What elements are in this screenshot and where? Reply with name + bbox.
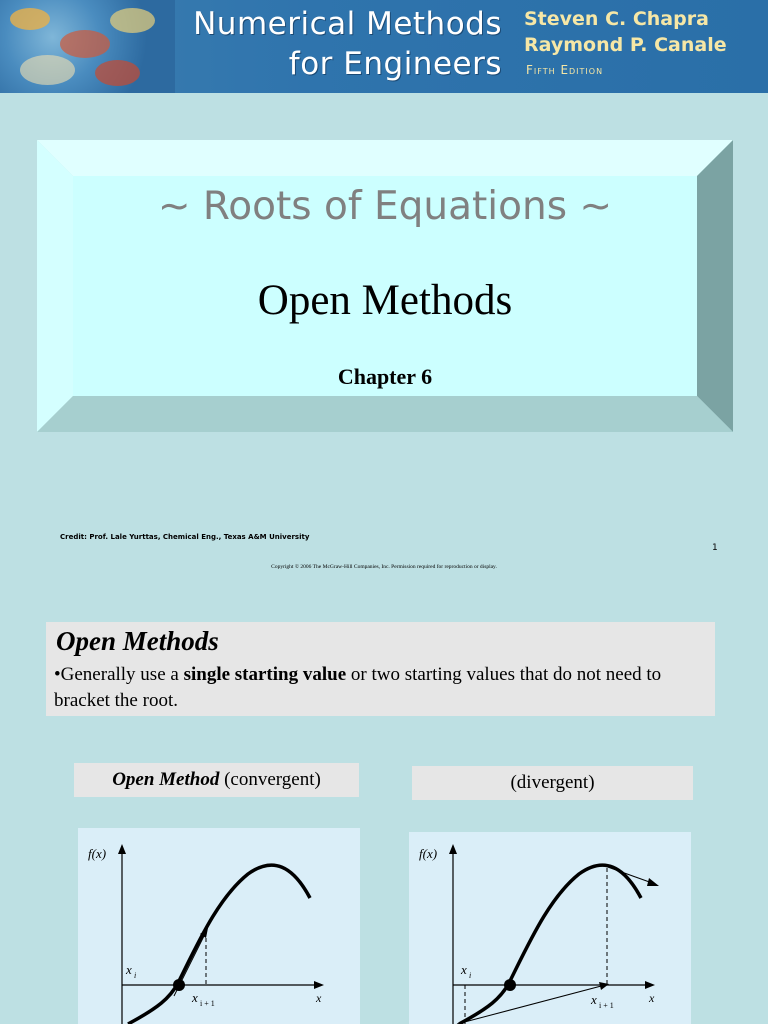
convergent-label <box>74 763 359 797</box>
page-number: 1 <box>712 543 718 553</box>
author-1: Steven C. Chapra <box>524 8 709 30</box>
author-2: Raymond P. Canale <box>524 34 727 56</box>
book-banner <box>0 0 768 93</box>
xi-sub-2: i <box>469 971 472 980</box>
slide-subtitle: ~ Roots of Equations ~ <box>157 184 613 229</box>
bullet-prefix: •Generally use a <box>54 664 184 685</box>
open-methods-panel <box>46 622 715 716</box>
bullet-suffix: or two starting values that do not need to bracket the root. <box>54 664 662 711</box>
bullet-bold: single starting value <box>183 664 347 685</box>
book-authors <box>524 6 727 58</box>
fx-label-1: f(x) <box>88 846 107 861</box>
slide-title: Open Methods <box>257 277 513 324</box>
cover-artwork <box>0 0 175 93</box>
xi-label-2: x <box>461 962 467 977</box>
xi1-sub-1: i + 1 <box>200 999 215 1008</box>
divergent-graph <box>409 832 691 1024</box>
panel-bullet <box>54 662 704 714</box>
xi-sub-1: i <box>134 971 137 980</box>
convergent-graph <box>78 828 360 1024</box>
book-edition: Fifth Edition <box>526 63 604 77</box>
xi-label-1: x <box>126 962 132 977</box>
xi1-label-1: x <box>192 990 198 1005</box>
book-title <box>172 4 502 84</box>
credit-line: Credit: Prof. Lale Yurttas, Chemical Eng., Texas A&M University <box>60 533 310 541</box>
convergent-label-rest: (convergent) <box>219 769 321 790</box>
xi1-label-2: x <box>591 992 597 1007</box>
chapter-label: Chapter 6 <box>337 364 433 389</box>
xi1-sub-2: i + 1 <box>599 1001 614 1010</box>
copyright-notice: Copyright © 2006 The McGraw-Hill Companies, Inc. Permission required for reproduction or display. <box>271 564 497 570</box>
book-title-line2: for Engineers <box>288 46 502 82</box>
fx-label-2: f(x) <box>419 846 438 861</box>
x-label-1: x <box>316 991 322 1005</box>
convergent-label-italic: Open Method <box>112 769 220 790</box>
x-label-2: x <box>649 991 655 1005</box>
divergent-label: (divergent) <box>412 766 693 800</box>
panel-heading: Open Methods <box>56 626 219 656</box>
book-title-line1: Numerical Methods <box>193 6 502 42</box>
